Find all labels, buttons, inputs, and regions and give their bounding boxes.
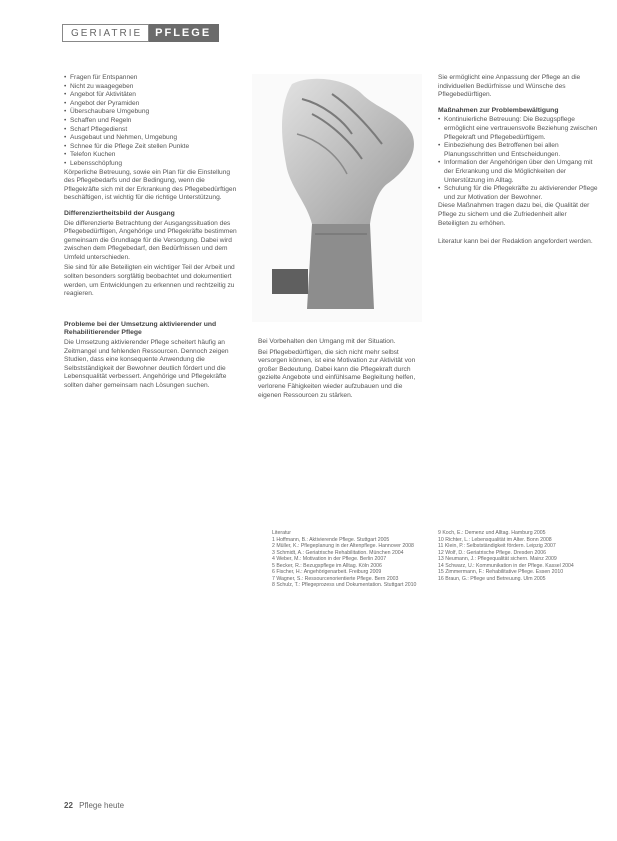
list-item: • Kontinuierliche Betreuung: Die Bezugspflege ermöglicht eine vertrauensvolle Beziehung zwischen Pflegekraft und Pflegebedürftigem. — [438, 116, 598, 142]
reference-item: 2 Müller, K.: Pflegeplanung in der Altenpflege. Hannover 2008 — [272, 543, 414, 549]
text-column-right — [438, 74, 598, 249]
page-number: 22 — [64, 801, 73, 810]
header-label-pflege: PFLEGE — [149, 24, 219, 42]
paragraph: Die differenzierte Betrachtung der Ausgangssituation des Pflegebedürftigen, Angehörige und Pflegekräfte bestimmen gemeinsam die Grundlage für die Versorgung. Dabei wird zwischen dem Pflegebedarf, den Bedürfnissen und dem Umfeld unterschieden. — [64, 219, 237, 261]
reference-item: 4 Weber, M.: Motivation in der Pflege. Berlin 2007 — [272, 556, 387, 562]
reference-item: 15 Zimmermann, F.: Rehabilitative Pflege. Essen 2010 — [438, 569, 564, 575]
reference-item: 12 Wolf, D.: Geriatrische Pflege. Dresden 2006 — [438, 549, 547, 556]
reference-item: 3 Schmidt, A.: Geriatrische Rehabilitation. München 2004 — [272, 549, 404, 556]
photo-hands — [252, 74, 422, 322]
list-item: • Fragen für Entspannen — [64, 74, 240, 83]
reference-item: 10 Richter, L.: Lebensqualität im Alter. Bonn 2008 — [438, 536, 552, 543]
page-footer — [64, 801, 124, 810]
list-item: • Information der Angehörigen über den Umgang mit der Erkrankung und die Möglichkeiten der Unterstützung im Alltag. — [438, 159, 598, 185]
subheading: Maßnahmen zur Problembewältigung — [438, 106, 559, 114]
list-item: • Nicht zu waagegeben — [64, 83, 240, 92]
list-item: • Scharf Pflegedienst — [64, 126, 240, 135]
reference-item: 7 Wagner, S.: Ressourcenorientierte Pflege. Bern 2003 — [272, 575, 399, 582]
bullet-list-top — [64, 74, 240, 169]
footer-text: Pflege heute — [79, 801, 125, 810]
list-item: • Schulung für die Pflegekräfte zu aktivierender Pflege und zur Motivation der Bewohner. — [438, 185, 598, 202]
paragraph: Diese Maßnahmen tragen dazu bei, die Qualität der Pflege zu sichern und die Zufriedenheit aller Beteiligten zu erhöhen. — [438, 202, 590, 227]
list-item: • Ausgebaut und Nehmen, Umgebung — [64, 134, 240, 143]
reference-item: 16 Braun, G.: Pflege und Betreuung. Ulm 2005 — [438, 575, 546, 582]
reference-item: Literatur — [272, 530, 292, 536]
reference-item: 14 Schwarz, U.: Kommunikation in der Pflege. Kassel 2004 — [438, 562, 574, 569]
paragraph: Sie sind für alle Beteiligten ein wichtiger Teil der Arbeit und sollten besonders sorgfältig beobachtet und dokumentiert werden, um Entwicklungen zu erkennen und rechtzeitig zu reagieren. — [64, 264, 235, 298]
reference-item: 11 Klein, P.: Selbstständigkeit fördern. Leipzig 2007 — [438, 543, 556, 549]
list-item: • Lebensschöpfung — [64, 160, 240, 169]
paragraph: Die Umsetzung aktivierender Pflege scheitert häufig an Zeitmangel und fehlenden Ressourcen. Dennoch zeigen Studien, dass eine konsequente Anwendung die Selbstständigkeit der Bewohner deutlich fördert und die Lebensqualität verbessert. Angehörige und Pflegekräfte sollten daher gemeinsam nach Lösungen suchen. — [64, 339, 229, 389]
text-column-left — [64, 74, 240, 393]
list-item: • Telefon Kuchen — [64, 151, 240, 160]
header-label-geriatrie: GERIATRIE — [62, 24, 149, 42]
reference-item: 1 Hoffmann, B.: Aktivierende Pflege. Stuttgart 2005 — [272, 536, 390, 543]
paragraph: Körperliche Betreuung, sowie ein Plan für die Einstellung des Pflegebedarfs und der Bedingung, wenn die Pflegekräfte sich mit der Erkrankung des Pflegebedürftigen beschäftigen, ist wichtig für die richtige Unterstützung. — [64, 168, 237, 202]
list-item: • Angebot der Pyramiden — [64, 100, 240, 109]
list-item: • Angebot für Aktivitäten — [64, 91, 240, 100]
references-left — [272, 530, 432, 589]
references-right — [438, 530, 598, 582]
reference-item: 6 Fischer, H.: Angehörigenarbeit. Freiburg 2009 — [272, 569, 382, 575]
section-header — [62, 24, 219, 42]
text-column-middle — [258, 338, 426, 402]
paragraph: Literatur kann bei der Redaktion angefordert werden. — [438, 238, 593, 246]
reference-item: 5 Becker, R.: Bezugspflege im Alltag. Köln 2006 — [272, 562, 382, 569]
list-item: • Überschaubare Umgebung — [64, 108, 240, 117]
list-item: • Schnee für die Pflege Zeit stellen Punkte — [64, 143, 240, 152]
paragraph: Bei Vorbehalten den Umgang mit der Situation. — [258, 338, 396, 345]
bullet-list-measures — [438, 116, 598, 202]
reference-item: 13 Neumann, J.: Pflegequalität sichern. Mainz 2009 — [438, 556, 557, 562]
hands-illustration — [252, 74, 422, 322]
subheading: Probleme bei der Umsetzung aktivierender und Rehabilitierender Pflege — [64, 320, 217, 337]
paragraph: Bei Pflegebedürftigen, die sich nicht mehr selbst versorgen können, ist eine Motivation zur Aktivität von großer Bedeutung. Dabei kann die Pflegekraft durch gezielte Angebote und einfühlsame Begleitung helfen, verlorene Fähigkeiten wieder aufzubauen und die eigenen Ressourcen zu stärken. — [258, 348, 416, 399]
subheading: Differenziertheitsbild der Ausgang — [64, 209, 175, 217]
paragraph: Sie ermöglicht eine Anpassung der Pflege an die individuellen Bedürfnisse und Wünsche des Pflegebedürftigen. — [438, 74, 581, 99]
list-item: • Schaffen und Regeln — [64, 117, 240, 126]
list-item: • Einbeziehung des Betroffenen bei allen Planungsschritten und Entscheidungen. — [438, 142, 598, 159]
reference-item: 9 Koch, E.: Demenz und Alltag. Hamburg 2005 — [438, 530, 546, 536]
reference-item: 8 Schulz, T.: Pflegeprozess und Dokumentation. Stuttgart 2010 — [272, 582, 417, 588]
